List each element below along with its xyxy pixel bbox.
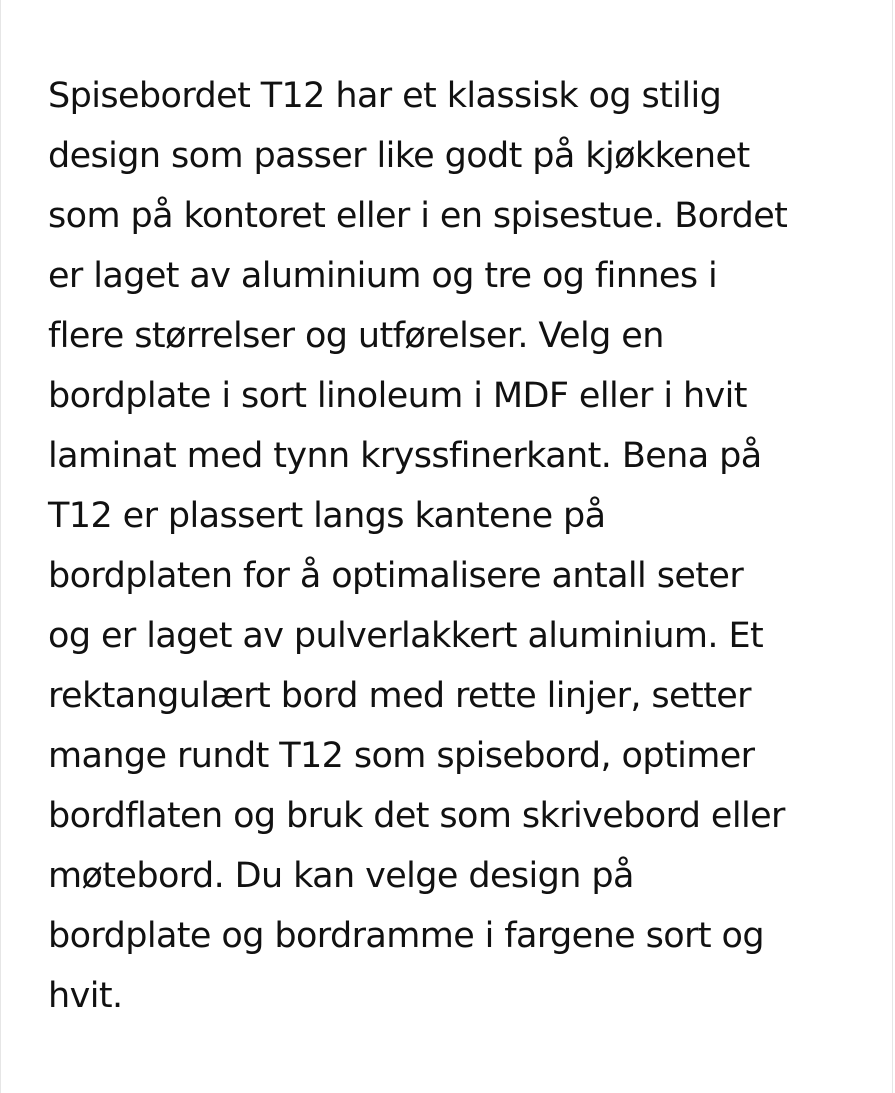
text-line: mange rundt T12 som spisebord, optimer: [48, 736, 755, 776]
text-line: møtebord. Du kan velge design på: [48, 856, 634, 896]
text-line: design som passer like godt på kjøkkenet: [48, 136, 750, 176]
text-line: som på kontoret eller i en spisestue. Bordet: [48, 196, 788, 236]
text-line: T12 er plassert langs kantene på: [48, 496, 606, 536]
text-line: og er laget av pulverlakkert aluminium. Et: [48, 616, 764, 656]
product-description: [48, 66, 787, 1026]
text-line: bordplate og bordramme i fargene sort og: [48, 916, 764, 956]
text-line: flere størrelser og utførelser. Velg en: [48, 316, 664, 356]
text-line: bordplate i sort linoleum i MDF eller i hvit: [48, 376, 747, 416]
text-line: bordplaten for å optimalisere antall seter: [48, 556, 744, 596]
text-line: rektangulært bord med rette linjer, setter: [48, 676, 751, 716]
text-line: er laget av aluminium og tre og finnes i: [48, 256, 718, 296]
text-line: Spisebordet T12 har et klassisk og stilig: [48, 76, 722, 116]
text-line: hvit.: [48, 976, 123, 1016]
text-line: bordflaten og bruk det som skrivebord eller: [48, 796, 785, 836]
text-line: laminat med tynn kryssfinerkant. Bena på: [48, 436, 762, 476]
